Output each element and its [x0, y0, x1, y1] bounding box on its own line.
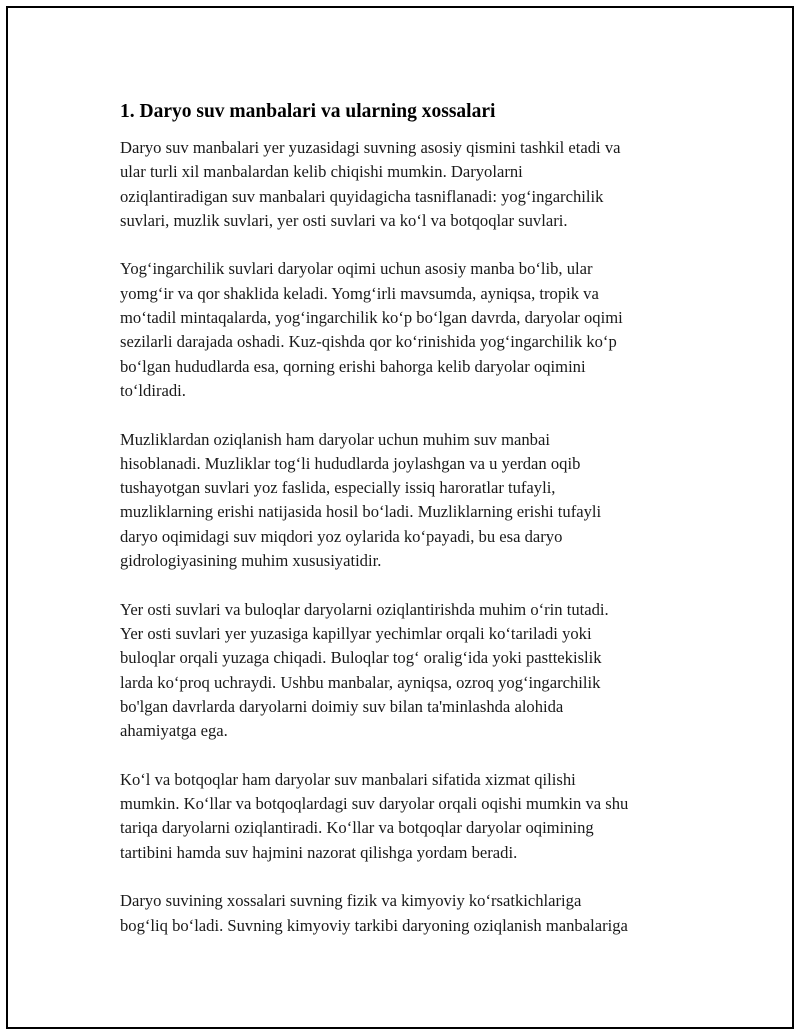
text-line: buloqlar orqali yuzaga chiqadi. Buloqlar tog‘ oralig‘ida yoki pasttekislik	[120, 648, 602, 668]
text-line: muzliklarning erishi natijasida hosil bo‘ladi. Muzliklarning erishi tufayli	[120, 502, 602, 522]
text-line: hisoblanadi. Muzliklar tog‘li hududlarda joylashgan va u yerdan oqib	[120, 453, 581, 473]
text-line: Yer osti suvlari yer yuzasiga kapillyar yechimlar orqali ko‘tariladi yoki	[120, 623, 592, 643]
paragraph-properties	[120, 889, 695, 938]
paragraph-precipitation	[120, 257, 695, 403]
text-line: ahamiyatga ega.	[120, 721, 228, 741]
text-line: Daryo suvining xossalari suvning fizik va kimyoviy ko‘rsatkichlariga	[120, 891, 582, 911]
text-line: Ko‘l va botqoqlar ham daryolar suv manbalari sifatida xizmat qilishi	[120, 769, 576, 789]
text-line: Muzliklardan oziqlanish ham daryolar uchun muhim suv manbai	[120, 429, 550, 449]
text-line: gidrologiyasining muhim xususiyatidir.	[120, 551, 382, 571]
text-line: Yer osti suvlari va buloqlar daryolarni oziqlantirishda muhim o‘rin tutadi.	[120, 599, 609, 619]
page-border	[6, 6, 794, 1029]
text-line: tariqa daryolarni oziqlantiradi. Ko‘llar va botqoqlar daryolar oqimining	[120, 818, 594, 838]
text-line: bog‘liq bo‘ladi. Suvning kimyoviy tarkibi daryoning oziqlanish manbalariga	[120, 915, 628, 935]
section-heading: 1. Daryo suv manbalari va ularning xossalari	[120, 101, 496, 122]
text-line: Daryo suv manbalari yer yuzasidagi suvning asosiy qismini tashkil etadi va	[120, 138, 621, 157]
text-line: daryo oqimidagi suv miqdori yoz oylarida ko‘payadi, bu esa daryo	[120, 526, 563, 546]
text-line: Yog‘ingarchilik suvlari daryolar oqimi uchun asosiy manba bo‘lib, ular	[120, 259, 593, 279]
text-line: larda ko‘proq uchraydi. Ushbu manbalar, ayniqsa, ozroq yog‘ingarchilik	[120, 672, 601, 692]
text-line: bo'lgan davrlarda daryolarni doimiy suv bilan ta'minlashda alohida	[120, 696, 564, 716]
text-line: yomg‘ir va qor shaklida keladi. Yomg‘irli mavsumda, ayniqsa, tropik va	[120, 283, 599, 303]
text-line: mumkin. Ko‘llar va botqoqlardagi suv daryolar orqali oqishi mumkin va shu	[120, 794, 629, 814]
text-line: tushayotgan suvlari yoz faslida, especially issiq haroratlar tufayli,	[120, 478, 556, 498]
text-line: to‘ldiradi.	[120, 380, 186, 400]
text-line: ular turli xil manbalardan kelib chiqishi mumkin. Daryolarni	[120, 162, 523, 182]
paragraph-groundwater	[120, 598, 695, 744]
text-line: sezilarli darajada oshadi. Kuz-qishda qor ko‘rinishida yog‘ingarchilik ko‘p	[120, 332, 617, 352]
paragraph-intro	[120, 136, 695, 233]
document-body	[120, 98, 695, 962]
text-line: bo‘lgan hududlarda esa, qorning erishi bahorga kelib daryolar oqimini	[120, 356, 586, 376]
text-line: suvlari, muzlik suvlari, yer osti suvlari va ko‘l va botqoqlar suvlari.	[120, 210, 568, 230]
text-line: oziqlantiradigan suv manbalari quyidagicha tasniflanadi: yog‘ingarchilik	[120, 186, 604, 206]
paragraph-lakes	[120, 768, 695, 865]
paragraph-glaciers	[120, 428, 695, 574]
text-line: tartibini hamda suv hajmini nazorat qilishga yordam beradi.	[120, 842, 518, 862]
text-line: mo‘tadil mintaqalarda, yog‘ingarchilik ko‘p bo‘lgan davrda, daryolar oqimi	[120, 308, 623, 328]
